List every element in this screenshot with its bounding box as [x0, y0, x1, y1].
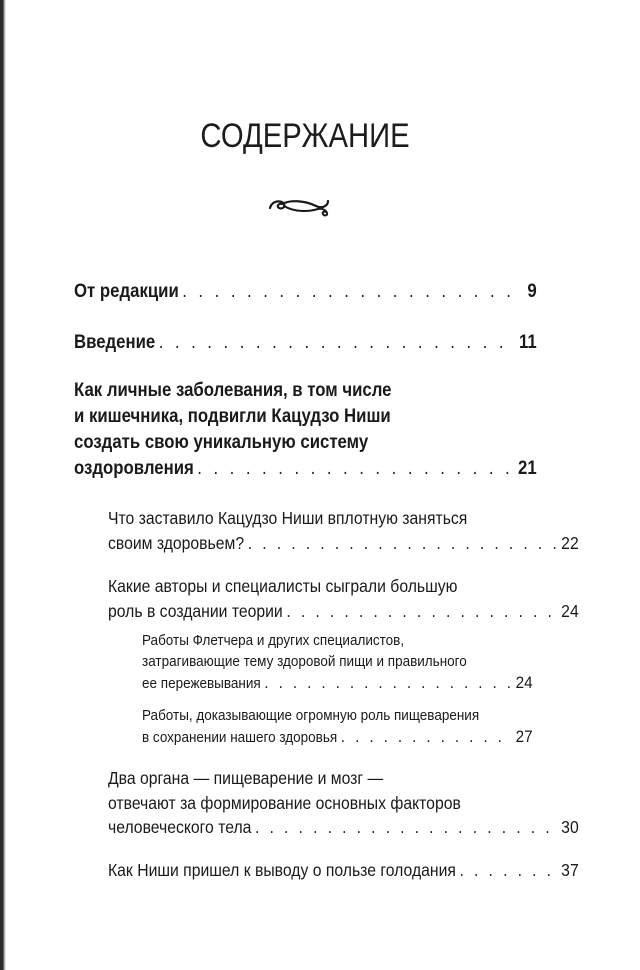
dot-leader	[341, 726, 512, 747]
toc-entry-health-motivation[interactable]	[108, 506, 579, 555]
toc-entry-title: роль в создании теории	[108, 600, 283, 621]
toc-page-number: 24	[561, 600, 579, 621]
toc-entry-title-line: Что заставило Кацудзо Ниши вплотную заняться	[108, 508, 468, 528]
toc-entry-personal-illness[interactable]	[74, 377, 537, 481]
page-title: СОДЕРЖАНИЕ	[200, 117, 410, 155]
toc-page-number: 27	[515, 727, 533, 746]
toc-entry-digestion-role[interactable]	[142, 705, 533, 748]
toc-entry-title: оздоровления	[74, 457, 194, 479]
toc-page-number: 24	[515, 673, 533, 692]
toc-entry-title: Как Ниши пришел к выводу о пользе голодания	[108, 860, 456, 880]
toc-entry-title: человеческого тела	[108, 817, 252, 837]
toc-entry-title: От редакции	[74, 280, 179, 302]
toc-entry-title: в сохранении нашего здоровья	[142, 729, 338, 746]
toc-entry-title: Введение	[74, 331, 156, 353]
toc-page-number: 37	[561, 860, 579, 880]
toc-entry-fletcher[interactable]	[142, 630, 533, 694]
dot-leader	[264, 672, 512, 693]
toc-entry-fasting[interactable]	[108, 858, 579, 883]
toc-entry-title-line: Работы Флетчера и других специалистов,	[142, 632, 405, 649]
flourish-ornament-icon	[264, 188, 334, 218]
toc-entry-title-line: отвечают за формирование основных факторов	[108, 792, 461, 813]
dot-leader	[197, 455, 514, 481]
dot-leader	[286, 599, 557, 624]
toc-page-number: 21	[518, 457, 537, 479]
dot-leader	[159, 329, 516, 355]
toc-entry-title-line: Два органа — пищеварение и мозг —	[108, 768, 384, 788]
toc-entry-authors[interactable]	[108, 574, 579, 623]
dot-leader	[182, 278, 524, 304]
toc-entry-title-line: и кишечника, подвигли Кацудзо Ниши	[74, 405, 391, 427]
toc-entry-title-line: Какие авторы и специалисты сыграли большую	[108, 576, 458, 596]
toc-entry-title-line: создать свою уникальную систему	[74, 431, 369, 453]
toc-entry-title-line: затрагивающие тему здоровой пищи и правильного	[142, 653, 467, 670]
dot-leader	[460, 858, 558, 883]
toc-page-number: 9	[527, 280, 537, 302]
dot-leader	[255, 815, 558, 840]
toc-entry-title: ее пережевывания	[142, 675, 261, 692]
page-binding-edge	[0, 0, 6, 970]
toc-entry-two-organs[interactable]	[108, 766, 579, 840]
dot-leader	[248, 531, 558, 556]
toc-entry-editorial[interactable]	[74, 278, 537, 304]
toc-entry-title-line: Работы, доказывающие огромную роль пищеварения	[142, 707, 480, 724]
toc-entry-title-line: Как личные заболевания, в том числе	[74, 379, 392, 401]
toc-entry-title: своим здоровьем?	[108, 532, 245, 553]
toc-entry-introduction[interactable]	[74, 329, 537, 355]
toc-page-number: 30	[561, 817, 579, 837]
toc-page-number: 22	[561, 532, 579, 553]
toc-page-number: 11	[518, 331, 537, 353]
